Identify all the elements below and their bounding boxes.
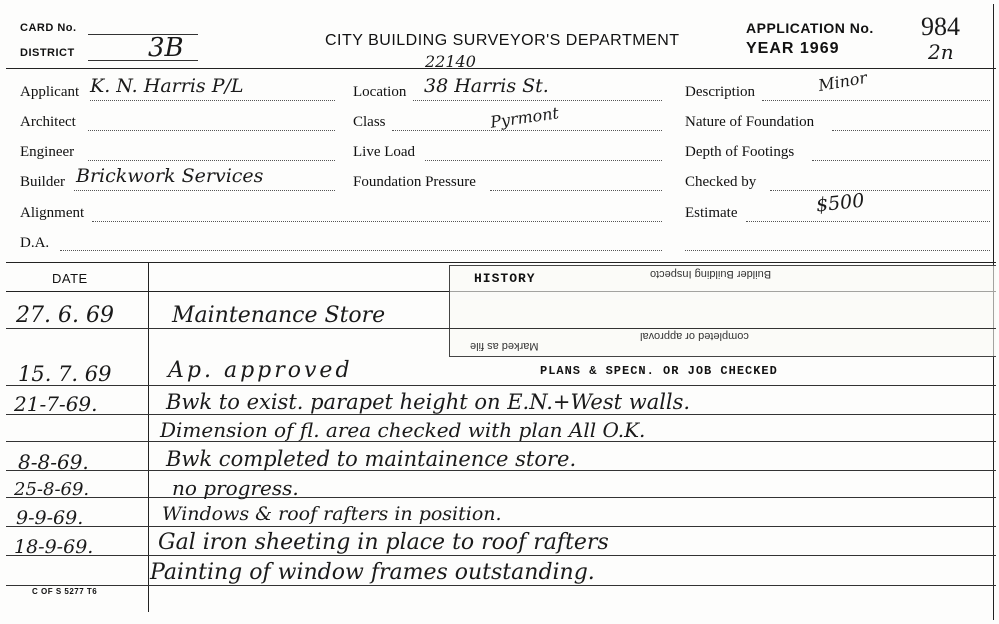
card-no-label: CARD No. (20, 22, 77, 34)
location-value: 38 Harris St. (424, 75, 549, 97)
depth-footings-line (812, 160, 990, 161)
applicant-value: K. N. Harris P/L (90, 75, 244, 97)
applicant-label: Applicant (20, 84, 80, 100)
live-load-line (425, 160, 662, 161)
builder-line (74, 190, 335, 191)
entry-date-6: 25-8-69. (14, 479, 90, 500)
class-line (392, 130, 662, 131)
da-line (60, 250, 662, 251)
table-top-border (6, 262, 996, 263)
rule-9 (6, 585, 996, 586)
application-label: APPLICATION No. (746, 20, 874, 36)
checked-by-line (770, 190, 990, 191)
entry-text-1: Maintenance Store (172, 303, 386, 328)
estimate-label: Estimate (685, 205, 738, 221)
entry-text-6: no progress. (172, 476, 299, 500)
rule-7 (6, 526, 996, 527)
class-value: Pyrmont (489, 103, 560, 132)
file-reference: 22140 (425, 52, 476, 71)
district-label: DISTRICT (20, 47, 75, 59)
entry-date-3: 21-7-69. (14, 392, 98, 416)
description-label: Description (685, 84, 755, 100)
entry-text-2: Ap. approved (168, 358, 353, 383)
nature-foundation-line (832, 130, 990, 131)
estimate-line (746, 221, 990, 222)
foundation-pressure-label: Foundation Pressure (353, 174, 476, 190)
year-label: YEAR 1969 (746, 40, 840, 57)
stamp-mirror-text-2: completed or approval (640, 330, 749, 342)
entry-text-9: Painting of window frames outstanding. (150, 560, 595, 585)
entry-date-1: 27. 6. 69 (16, 303, 114, 328)
engineer-label: Engineer (20, 144, 75, 160)
description-value: Minor (816, 67, 869, 96)
form-code: C OF S 5277 T6 (32, 587, 98, 596)
engineer-line (88, 160, 335, 161)
stamp-mirror-text-3: Marked as file (470, 340, 539, 352)
live-load-label: Live Load (353, 144, 416, 160)
location-line (413, 100, 662, 101)
header-divider (6, 68, 996, 69)
architect-label: Architect (20, 114, 76, 130)
entry-text-8: Gal iron sheeting in place to roof rafters (158, 530, 609, 555)
alignment-label: Alignment (20, 205, 85, 221)
nature-foundation-label: Nature of Foundation (685, 114, 815, 130)
date-header: DATE (52, 271, 88, 286)
district-value: 3B (148, 33, 184, 63)
entry-text-4: Dimension of fl. area checked with plan All O.K. (160, 418, 646, 442)
year-suffix: 2n (928, 40, 954, 64)
rule-8 (6, 555, 996, 556)
class-label: Class (353, 114, 386, 130)
entry-date-2: 15. 7. 69 (18, 362, 112, 386)
department-title: CITY BUILDING SURVEYOR'S DEPARTMENT (325, 32, 680, 49)
builder-label: Builder (20, 174, 65, 190)
entry-date-8: 18-9-69. (14, 536, 94, 558)
date-column-divider (148, 262, 149, 612)
foundation-pressure-line (490, 190, 662, 191)
rule-3 (6, 414, 996, 415)
applicant-line (90, 100, 335, 101)
alignment-line (92, 221, 662, 222)
architect-line (88, 130, 335, 131)
stamp-mirror-text-1: Builder Building Inspecto (650, 268, 772, 280)
entry-text-5: Bwk completed to maintainence store. (166, 447, 577, 471)
rule-6 (6, 497, 996, 498)
application-number: 984 (921, 12, 960, 41)
entry-text-3: Bwk to exist. parapet height on E.N.+West walls. (166, 390, 691, 414)
description-line (762, 100, 990, 101)
history-stamp-label: HISTORY (474, 271, 536, 286)
location-label: Location (353, 84, 407, 100)
da-label: D.A. (20, 235, 50, 251)
entry-date-7: 9-9-69. (16, 507, 84, 529)
blank-line (685, 250, 990, 251)
entry-date-5: 8-8-69. (18, 450, 89, 474)
rule-2 (6, 385, 996, 386)
plans-checked-stamp: PLANS & SPECN. OR JOB CHECKED (540, 364, 778, 378)
rule-1 (6, 328, 996, 329)
builder-value: Brickwork Services (76, 165, 264, 187)
depth-footings-label: Depth of Footings (685, 144, 795, 160)
checked-by-label: Checked by (685, 174, 757, 190)
entry-text-7: Windows & roof rafters in position. (162, 503, 502, 525)
estimate-value: $500 (814, 189, 866, 217)
